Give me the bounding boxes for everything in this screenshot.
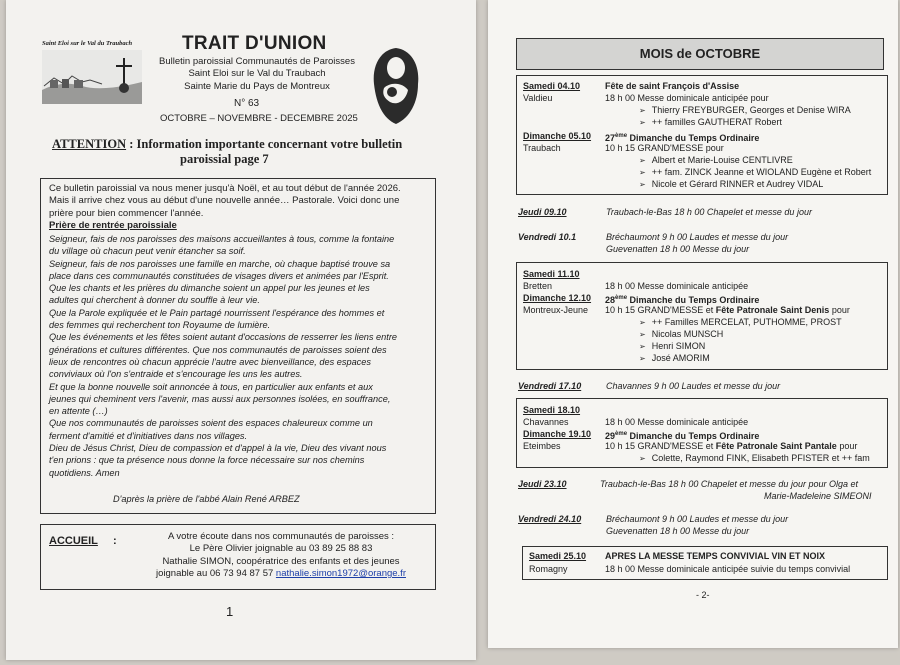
logo-caption: Saint Eloi sur le Val du Traubach: [42, 40, 133, 47]
ordinal-suffix: ème: [615, 431, 628, 437]
prayer-line: lieux de rencontres où chacun apprécie l'autre avec bienveillance, des espaces: [49, 356, 371, 367]
intention-item: ➢ Albert et Marie-Louise CENTLIVRE: [639, 155, 793, 167]
ordinal-suffix: ème: [615, 295, 628, 301]
event-place: Montreux-Jeune: [523, 305, 589, 315]
patronal-feast: Fête Patronale Saint Denis: [715, 305, 830, 315]
event-line: 18 h 00 Messe dominicale anticipée: [605, 417, 749, 427]
prayer-line: Seigneur, fais de nos paroisses une famille en marche, où chaque baptisé trouve sa: [49, 258, 391, 269]
event-box-1: [516, 75, 888, 195]
accueil-line: A votre écoute dans nos communautés de paroisses :: [167, 531, 395, 542]
event-place: Eteimbes: [523, 441, 561, 451]
subtitle-line: Sainte Marie du Pays de Montreux: [184, 80, 330, 92]
subtitle-line: Bulletin paroissial Communautés de Paroisses: [159, 56, 355, 67]
prayer-line: Que les chants et les prières du dimanche soient un appel pur les jeunes et les: [49, 283, 370, 294]
event-place: Traubach: [523, 143, 561, 153]
event-box-2: [516, 262, 888, 370]
event-line: [605, 441, 857, 453]
intro-text: [49, 183, 431, 220]
prayer-line: Que les événements et les fêtes soient autant d'occasions de resserrer les liens entre: [49, 332, 398, 343]
sunday-title: Dimanche du Temps Ordinaire: [627, 295, 760, 305]
event-place: Romagny: [529, 564, 568, 574]
event-place: Valdieu: [523, 93, 553, 103]
event-box-4: [522, 546, 888, 580]
prayer-source: D'après la prière de l'abbé Alain René ARBEZ: [113, 494, 300, 504]
prayer-line: Que la Parole expliquée et le Pain partagé nourrissent l'espérance des hommes et: [49, 307, 385, 318]
intention-item: ➢ Nicolas MUNSCH: [639, 329, 723, 341]
event-line: Bréchaumont 9 h 00 Laudes et messe du jour: [606, 514, 789, 524]
event-line: Chavannes 9 h 00 Laudes et messe du jour: [606, 381, 781, 391]
prayer-line: jeunes qui cheminent vers l'avenir, mas aussi aux personnes isolées, en souffrance,: [49, 393, 391, 404]
prayer-line: du village où chacun peut venir étancher sa soif.: [49, 246, 246, 257]
attention-text-cont: paroissial page 7: [180, 152, 269, 166]
event-date: Dimanche 12.10: [523, 293, 592, 303]
right-page: [488, 0, 898, 648]
attention-text: : Information importante concernant votre bulletin: [126, 137, 403, 151]
accueil-label: [49, 535, 98, 547]
event-date: Dimanche 05.10: [523, 131, 592, 141]
page-number: - 2-: [696, 590, 710, 600]
event-date: Samedi 18.10: [523, 405, 581, 415]
event-date: Jeudi 09.10: [518, 207, 567, 217]
attention-notice: [52, 137, 452, 167]
intro-line: prière pour bien commencer l'année.: [49, 207, 204, 219]
village-drawing-icon: [42, 50, 142, 104]
prayer-title: Prière de rentrée paroissiale: [49, 220, 177, 231]
event-date: Vendredi 10.1: [518, 232, 577, 242]
accueil-label-text: ACCUEIL: [49, 535, 98, 547]
month-title-text: MOIS de OCTOBRE: [639, 46, 761, 61]
bulletin-subtitle: [152, 56, 362, 93]
event-title: Fête de saint François d'Assise: [605, 81, 740, 91]
intention-item: ➢ José AMORIM: [639, 353, 710, 365]
page-number: 1: [226, 604, 234, 619]
month-title: [516, 38, 884, 70]
event-date: Vendredi 24.10: [518, 514, 582, 524]
sunday-number: 28: [605, 295, 616, 305]
intention-item: ➢ Nicole et Gérard RINNER et Audrey VIDAL: [639, 179, 823, 191]
event-line: Guevenatten 18 h 00 Messe du jour: [606, 526, 750, 536]
prayer-line: conviviaux où l'on s'entraide et s'encourage les uns les autres.: [49, 369, 303, 380]
mass-line-end: pour: [829, 305, 850, 315]
event-line: [605, 305, 850, 317]
accueil-box: [40, 524, 436, 590]
sunday-number: 29: [605, 431, 616, 441]
event-line: Marie-Madeleine SIMEONI: [764, 491, 872, 501]
event-line: 18 h 00 Messe dominicale anticipée suivie du temps convivial: [605, 564, 851, 574]
event-line: 10 h 15 GRAND'MESSE pour: [605, 143, 724, 153]
mass-line: 10 h 15 GRAND'MESSE et: [605, 441, 716, 451]
patronal-feast: Fête Patronale Saint Pantale: [715, 441, 837, 451]
accueil-text: [131, 531, 431, 580]
prayer-line: t'en prions : que ta présence nous donne la force nécessaire sur nos chemins: [49, 455, 365, 466]
event-place: Bretten: [523, 281, 553, 291]
parish-logo: [42, 40, 142, 104]
intention-item: ➢ ++ fam. ZINCK Jeanne et WIOLAND Eugène et Robert: [639, 167, 871, 179]
intention-item: ➢ ++ familles GAUTHERAT Robert: [639, 117, 782, 129]
sunday-title: Dimanche du Temps Ordinaire: [627, 133, 760, 143]
event-line: Traubach-le-Bas 18 h 00 Chapelet et messe du jour pour Olga et: [600, 479, 858, 489]
prayer-line: générations et cultures différentes. Que nos communautés de paroisses soient des: [49, 344, 387, 355]
prayer-line: adultes qui cherchent à donner du souffle à leur vie.: [49, 295, 260, 306]
intention-item: ➢ Henri SIMON: [639, 341, 705, 353]
event-date: Jeudi 23.10: [518, 479, 567, 489]
prayer-line: ferment d'amitié et d'initiatives dans nos villages.: [49, 430, 248, 441]
accueil-phone: joignable au 06 73 94 87 57: [156, 567, 276, 579]
mass-line-end: pour: [836, 441, 858, 451]
prayer-text: [49, 233, 433, 479]
accueil-colon: :: [113, 535, 117, 547]
issue-number: N° 63: [234, 98, 260, 109]
subtitle-line: Saint Eloi sur le Val du Traubach: [188, 68, 326, 80]
intention-item: ➢ Thierry FREYBURGER, Georges et Denise WIRA: [639, 105, 851, 117]
accueil-line: Le Père Olivier joignable au 03 89 25 88 83: [189, 543, 373, 555]
prayer-line: Seigneur, fais de nos paroisses des maisons accueillantes à tous, comme la fontaine: [49, 234, 395, 244]
event-place: Chavannes: [523, 417, 569, 427]
left-page: [6, 0, 476, 660]
event-box-3: [516, 398, 888, 468]
event-line: 18 h 00 Messe dominicale anticipée pour: [605, 93, 769, 103]
attention-label: ATTENTION: [52, 137, 127, 151]
event-date: Dimanche 19.10: [523, 429, 592, 439]
issue-period: OCTOBRE – NOVEMBRE - DECEMBRE 2025: [160, 113, 358, 124]
bulletin-title: TRAIT D'UNION: [182, 33, 327, 54]
prayer-line: place dans ces communautés constituées de visages divers et animées par l'Esprit.: [49, 270, 389, 281]
event-date: Vendredi 17.10: [518, 381, 582, 391]
event-date: Samedi 11.10: [523, 269, 580, 279]
intro-line: Mais il arrive chez vous au début d'une nouvelle année… Pastorale. Voici donc une: [49, 195, 400, 207]
event-title: APRES LA MESSE TEMPS CONVIVIAL VIN ET NOIX: [605, 551, 826, 561]
prayer-line: quotidiens. Amen: [49, 467, 120, 478]
event-date: Samedi 04.10: [523, 81, 581, 91]
prayer-line: en attente (…): [49, 406, 108, 417]
prayer-box: [40, 178, 436, 514]
event-line: 18 h 00 Messe dominicale anticipée: [605, 281, 749, 291]
ordinal-suffix: ème: [615, 133, 628, 139]
intention-item: ➢ ++ Familles MERCELAT, PUTHOMME, PROST: [639, 317, 842, 329]
prayer-line: Dieu de Jésus Christ, Dieu de compassion et d'appel à la vie, Dieu des vivant nous: [49, 443, 387, 454]
event-line: Bréchaumont 9 h 00 Laudes et messe du jour: [606, 232, 789, 242]
prayer-line: Et que la bonne nouvelle soit annoncée à tous, en particulier aux enfants et aux: [49, 381, 373, 392]
event-line: Guevenatten 18 h 00 Messe du jour: [606, 244, 750, 254]
intention-item: ➢ Colette, Raymond FINK, Elisabeth PFISTER et ++ fam: [639, 453, 870, 465]
event-date: Samedi 25.10: [529, 551, 587, 561]
madonna-icon: [366, 44, 426, 126]
intro-line: Ce bulletin paroissial va nous mener jusqu'à Noël, et au tout début de l'année 2026.: [49, 183, 401, 194]
accueil-email-link[interactable]: nathalie.simon1972@orange.fr: [275, 567, 406, 579]
mass-line: 10 h 15 GRAND'MESSE et: [605, 305, 716, 315]
prayer-line: Que nos communautés de paroisses soient des espaces chaleureux comme un: [49, 418, 373, 429]
sunday-number: 27: [605, 133, 616, 143]
accueil-line: Nathalie SIMON, coopératrice des enfants et des jeunes: [162, 555, 400, 567]
sunday-title: Dimanche du Temps Ordinaire: [627, 431, 760, 441]
event-line: Traubach-le-Bas 18 h 00 Chapelet et messe du jour: [606, 207, 812, 217]
prayer-line: des femmes qui recherchent ton Royaume de lumière.: [49, 320, 271, 331]
